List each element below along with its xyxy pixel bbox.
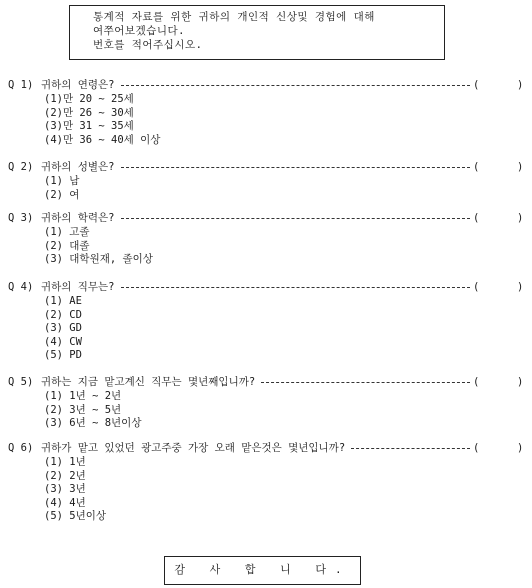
answer-blank-open: ( [473, 442, 480, 454]
answer-blank-close: ) [517, 79, 524, 91]
intro-box [69, 5, 445, 60]
option-item: (1) 남 [44, 175, 80, 187]
answer-blank-open: ( [473, 281, 480, 293]
option-item: (3)만 31 ~ 35세 [44, 120, 134, 133]
question-text: 귀하는 지금 맡고계신 직무는 몇년째입니까? [41, 375, 259, 390]
question-row [8, 211, 528, 226]
option-item: (4)만 36 ~ 40세 이상 [44, 133, 161, 146]
option-list [44, 295, 528, 363]
question-text: 귀하의 연령은? [41, 78, 119, 93]
answer-blank-open: ( [473, 376, 480, 388]
option-item: (1) 1년 [44, 456, 86, 468]
option-item: (3) 대학원재, 졸이상 [44, 253, 153, 266]
answer-blank-open: ( [473, 79, 480, 91]
option-item: (2) 여 [44, 188, 80, 201]
option-list [44, 175, 528, 202]
option-list [44, 226, 528, 267]
dashed-leader [121, 167, 470, 168]
option-item: (3) GD [44, 322, 82, 335]
question-1 [8, 78, 528, 147]
option-item: (4) 4년 [44, 496, 86, 509]
option-item: (2) CD [44, 308, 82, 321]
option-item: (2) 대졸 [44, 239, 90, 252]
thanks-box [164, 556, 361, 585]
dashed-leader [121, 85, 470, 86]
question-text: 귀하의 성별은? [41, 160, 119, 175]
option-item: (2) 3년 ~ 5년 [44, 403, 122, 416]
question-text: 귀하가 맡고 있었던 광고주중 가장 오래 맡은것은 몇년입니까? [41, 441, 349, 456]
question-4 [8, 280, 528, 363]
option-item: (2) 2년 [44, 469, 86, 482]
dashed-leader [121, 287, 470, 288]
option-item: (1) AE [44, 295, 82, 307]
answer-blank-close: ) [517, 281, 524, 293]
option-item: (1)만 20 ~ 25세 [44, 93, 134, 105]
dashed-leader [351, 448, 470, 449]
option-item: (3) 3년 [44, 483, 86, 496]
question-row [8, 375, 528, 390]
intro-line: 번호를 적어주십시오. [93, 39, 203, 51]
answer-blank-close: ) [517, 442, 524, 454]
option-item: (2)만 26 ~ 30세 [44, 106, 134, 119]
question-number: Q 4) [8, 281, 34, 293]
question-text: 귀하의 학력은? [41, 211, 119, 226]
answer-blank-close: ) [517, 376, 524, 388]
question-number: Q 3) [8, 212, 34, 224]
thanks-text: 감 사 합 니 다. [174, 563, 351, 576]
dashed-leader [121, 218, 470, 219]
intro-line: 여쭈어보겠습니다. [93, 25, 185, 37]
question-5 [8, 375, 528, 431]
dashed-leader [261, 382, 470, 383]
question-row [8, 280, 528, 295]
option-item: (5) 5년이상 [44, 510, 107, 523]
question-3 [8, 211, 528, 267]
question-2 [8, 160, 528, 202]
option-list [44, 93, 528, 147]
answer-blank-open: ( [473, 212, 480, 224]
question-row [8, 441, 528, 456]
question-text: 귀하의 직무는? [41, 280, 119, 295]
answer-blank-close: ) [517, 212, 524, 224]
option-item: (4) CW [44, 335, 82, 348]
answer-blank-close: ) [517, 161, 524, 173]
option-list [44, 456, 528, 524]
question-number: Q 6) [8, 442, 34, 454]
option-item: (3) 6년 ~ 8년이상 [44, 417, 142, 430]
option-item: (5) PD [44, 349, 82, 362]
question-number: Q 5) [8, 376, 34, 388]
question-number: Q 1) [8, 79, 34, 91]
question-number: Q 2) [8, 161, 34, 173]
answer-blank-open: ( [473, 161, 480, 173]
question-row [8, 78, 528, 93]
intro-line: 통계적 자료를 위한 귀하의 개인적 신상및 경험에 대해 [93, 11, 375, 23]
question-6 [8, 441, 528, 524]
option-item: (1) 고졸 [44, 226, 90, 238]
option-item: (1) 1년 ~ 2년 [44, 390, 122, 402]
option-list [44, 390, 528, 431]
question-row [8, 160, 528, 175]
